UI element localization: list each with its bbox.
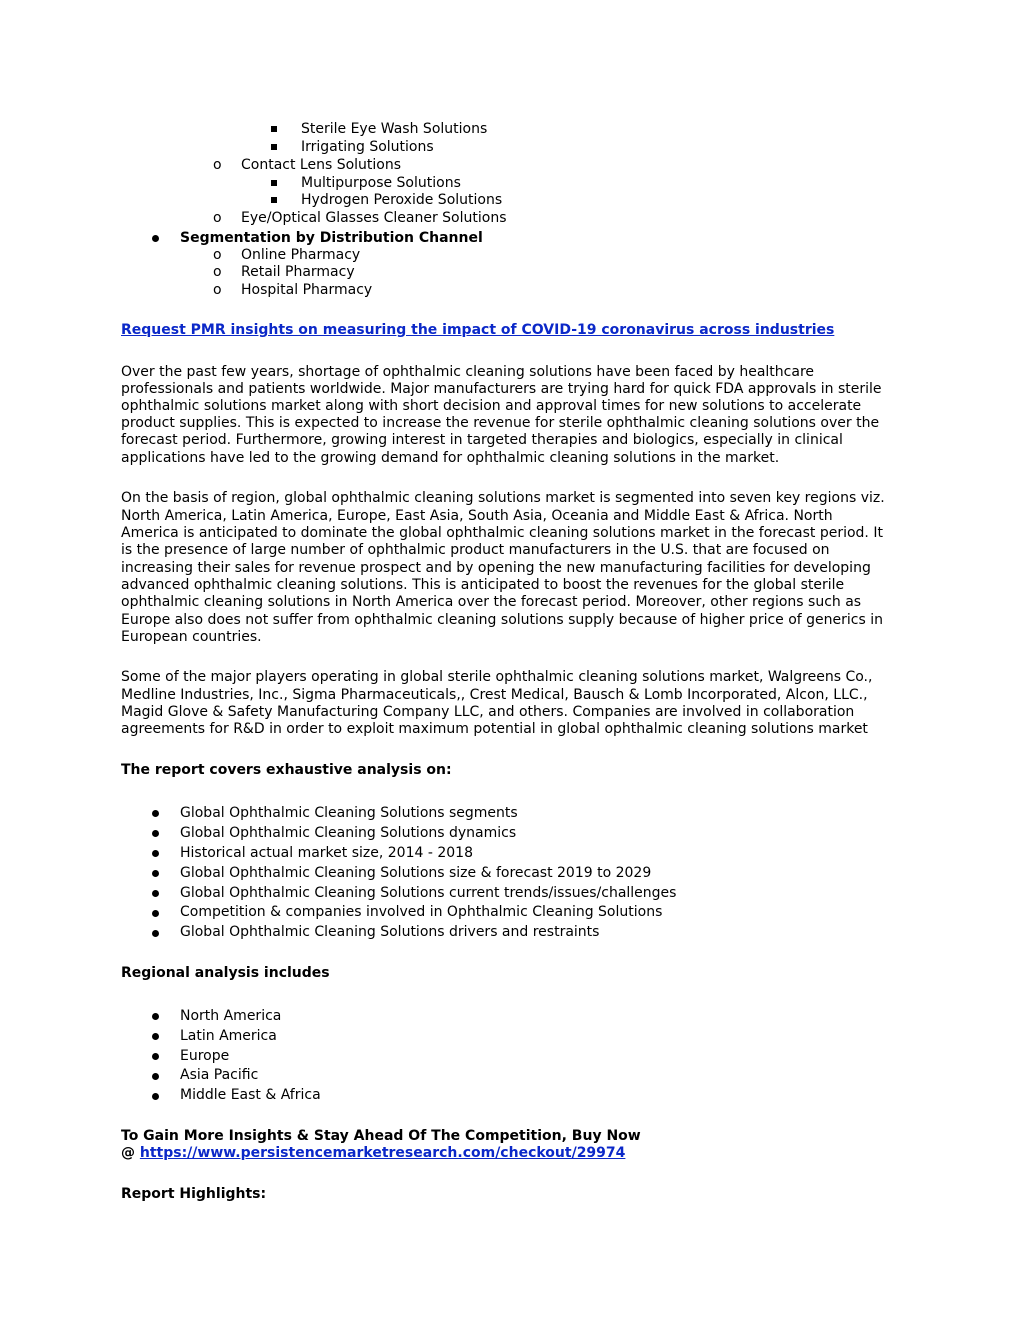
buy-now-text: To Gain More Insights & Stay Ahead Of The Competition, Buy Now: [121, 1128, 641, 1144]
circle-outline-bullet-icon: o: [213, 264, 222, 280]
square-bullet-icon: [271, 180, 277, 186]
section-heading: Regional analysis includes: [121, 965, 330, 981]
list-item: Online Pharmacy: [241, 247, 361, 263]
paragraph-line: ophthalmic cleaning solutions in North America over the forecast period. Moreover, other regions such as: [121, 594, 862, 610]
paragraph-line: Some of the major players operating in global sterile ophthalmic cleaning solutions market, Walgreens Co.,: [121, 669, 873, 685]
list-item: Sterile Eye Wash Solutions: [301, 121, 488, 137]
list-item: North America: [180, 1008, 282, 1024]
list-item: Europe: [180, 1048, 230, 1064]
paragraph-line: Over the past few years, shortage of ophthalmic cleaning solutions have been faced by healthcare: [121, 364, 815, 380]
section-heading: The report covers exhaustive analysis on:: [121, 762, 452, 778]
bullet-icon: [152, 830, 159, 837]
paragraph-line: Europe also does not suffer from ophthalmic cleaning solutions supply because of higher price of generics in: [121, 612, 884, 628]
list-item: Latin America: [180, 1028, 277, 1044]
paragraph-line: agreements for R&D in order to exploit maximum potential in global ophthalmic cleaning solutions market: [121, 721, 868, 737]
circle-outline-bullet-icon: o: [213, 157, 222, 173]
square-bullet-icon: [271, 197, 277, 203]
list-item: Historical actual market size, 2014 - 2018: [180, 845, 473, 861]
list-item: Global Ophthalmic Cleaning Solutions current trends/issues/challenges: [180, 885, 677, 901]
section-heading: Segmentation by Distribution Channel: [180, 230, 483, 246]
list-item: Hydrogen Peroxide Solutions: [301, 192, 503, 208]
request-insights-link[interactable]: Request PMR insights on measuring the impact of COVID-19 coronavirus across industries: [121, 322, 835, 338]
list-item: Asia Pacific: [180, 1067, 259, 1083]
list-item: Global Ophthalmic Cleaning Solutions dynamics: [180, 825, 517, 841]
paragraph-line: is the presence of large number of ophthalmic product manufacturers in the U.S. that are focused on: [121, 542, 830, 558]
paragraph-line: North America, Latin America, Europe, East Asia, South Asia, Oceania and Middle East & Africa. North: [121, 508, 833, 524]
at-prefix: @: [121, 1145, 140, 1161]
paragraph-line: ophthalmic solutions market along with short decision and approval times for new solutions to accelerate: [121, 398, 862, 414]
paragraph-line: advanced ophthalmic cleaning solutions. This is anticipated to boost the revenues for the global sterile: [121, 577, 845, 593]
paragraph-line: applications have led to the growing demand for ophthalmic cleaning solutions in the market.: [121, 450, 780, 466]
buy-now-line: [121, 1145, 625, 1163]
list-item: Contact Lens Solutions: [241, 157, 402, 173]
bullet-icon: [152, 1053, 159, 1060]
paragraph-line: On the basis of region, global ophthalmic cleaning solutions market is segmented into seven key regions viz.: [121, 490, 885, 506]
paragraph-line: Medline Industries, Inc., Sigma Pharmaceuticals,, Crest Medical, Bausch & Lomb Incorporated, Alcon, LLC.,: [121, 687, 868, 703]
checkout-link[interactable]: https://www.persistencemarketresearch.com/checkout/29974: [139, 1145, 626, 1161]
list-item: Global Ophthalmic Cleaning Solutions segments: [180, 805, 518, 821]
bullet-icon: [152, 890, 159, 897]
bullet-icon: [152, 1093, 159, 1100]
list-item: Multipurpose Solutions: [301, 175, 461, 191]
paragraph-line: America is anticipated to dominate the global ophthalmic cleaning solutions market in the forecast period. It: [121, 525, 883, 541]
circle-outline-bullet-icon: o: [213, 210, 222, 226]
paragraph-line: increasing their sales for revenue prospect and by opening the new manufacturing facilities for developing: [121, 560, 871, 576]
list-item: Global Ophthalmic Cleaning Solutions size & forecast 2019 to 2029: [180, 865, 652, 881]
square-bullet-icon: [271, 144, 277, 150]
bullet-icon: [152, 870, 159, 877]
paragraph-line: product supplies. This is expected to increase the revenue for sterile ophthalmic cleaning solutions over the: [121, 415, 880, 431]
bullet-icon: [152, 810, 159, 817]
bullet-icon: [152, 1013, 159, 1020]
list-item: Global Ophthalmic Cleaning Solutions drivers and restraints: [180, 924, 600, 940]
paragraph-line: European countries.: [121, 629, 262, 645]
circle-outline-bullet-icon: o: [213, 247, 222, 263]
list-item: Irrigating Solutions: [301, 139, 434, 155]
list-item: Hospital Pharmacy: [241, 282, 373, 298]
list-item: Competition & companies involved in Ophthalmic Cleaning Solutions: [180, 904, 663, 920]
paragraph-line: professionals and patients worldwide. Major manufacturers are trying hard for quick FDA approvals in sterile: [121, 381, 882, 397]
square-bullet-icon: [271, 126, 277, 132]
paragraph-line: Magid Glove & Safety Manufacturing Company LLC, and others. Companies are involved in collaboration: [121, 704, 855, 720]
circle-outline-bullet-icon: o: [213, 282, 222, 298]
list-item: Retail Pharmacy: [241, 264, 355, 280]
paragraph-line: forecast period. Furthermore, growing interest in targeted therapies and biologics, especially in clinical: [121, 432, 843, 448]
list-item: Eye/Optical Glasses Cleaner Solutions: [241, 210, 507, 226]
bullet-icon: [152, 930, 159, 937]
bullet-icon: [152, 1073, 159, 1080]
bullet-icon: [152, 1033, 159, 1040]
section-heading: Report Highlights:: [121, 1186, 267, 1202]
bullet-icon: [152, 235, 159, 242]
bullet-icon: [152, 850, 159, 857]
list-item: Middle East & Africa: [180, 1087, 321, 1103]
bullet-icon: [152, 910, 159, 917]
